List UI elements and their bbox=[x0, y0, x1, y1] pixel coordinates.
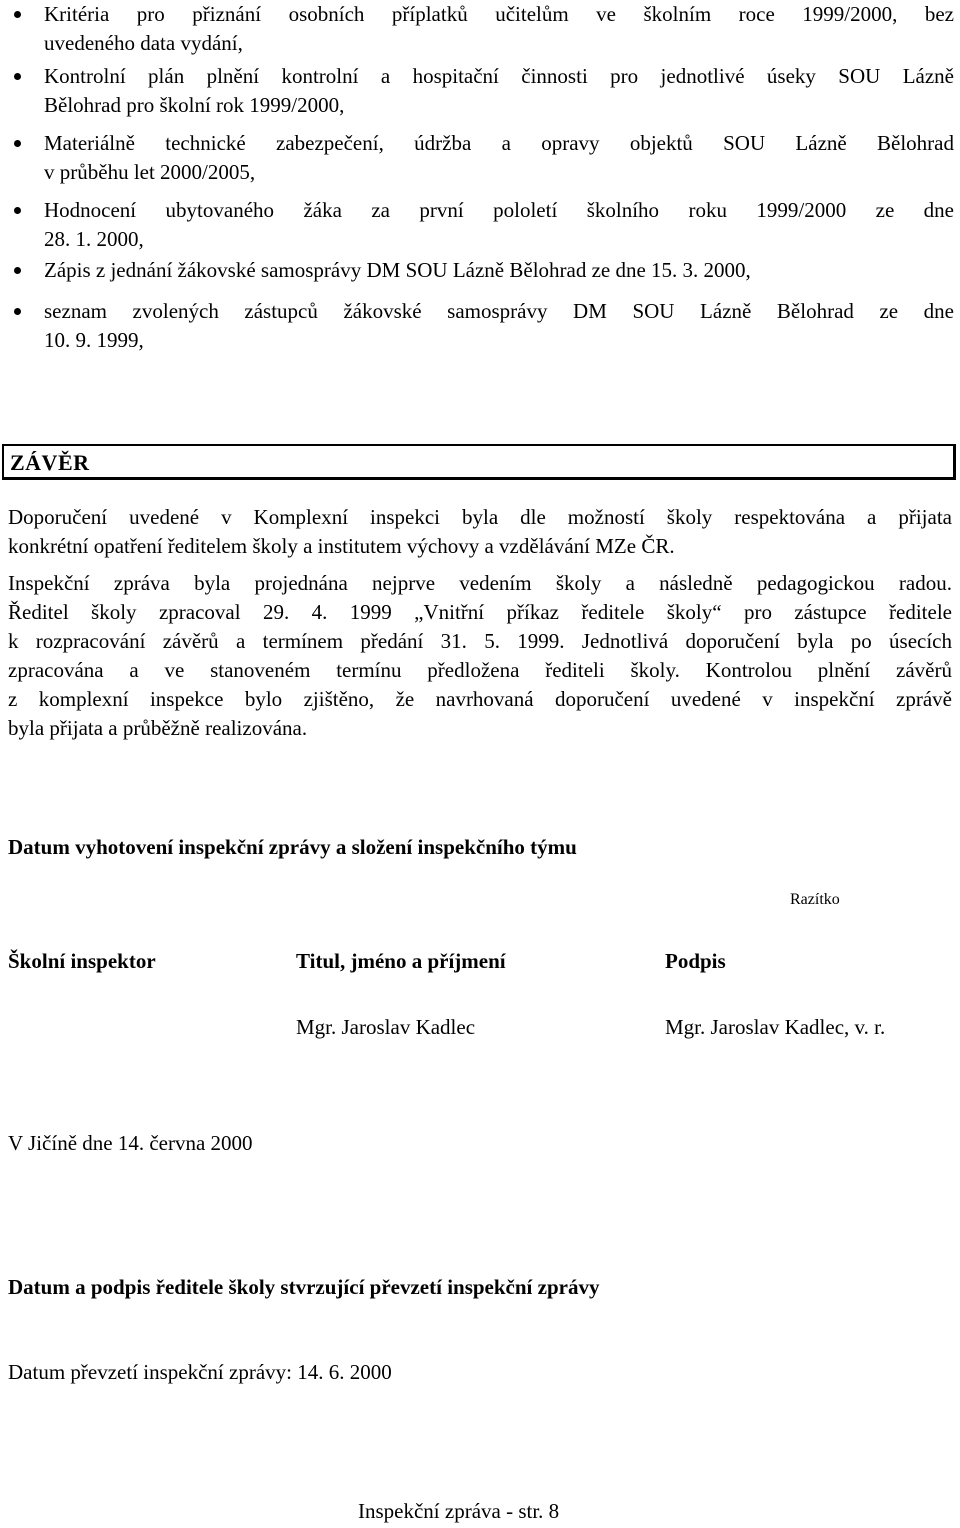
list-item-line: Bělohrad pro školní rok 1999/2000, bbox=[44, 93, 345, 117]
stamp-label: Razítko bbox=[790, 891, 840, 908]
section-heading: ZÁVĚR bbox=[10, 450, 90, 475]
list-item-line: seznam zvolených zástupců žákovské samosprávy DM SOU Lázně Bělohrad ze dne bbox=[44, 299, 954, 323]
list-item-line: Zápis z jednání žákovské samosprávy DM SOU Lázně Bělohrad ze dne 15. 3. 2000, bbox=[44, 258, 751, 282]
place-date: V Jičíně dne 14. června 2000 bbox=[8, 1131, 253, 1155]
list-item-line: Kritéria pro přiznání osobních příplatků učitelům ve školním roce 1999/2000, bez bbox=[44, 2, 954, 26]
paragraph-line: z komplexní inspekce bylo zjištěno, že navrhovaná doporučení uvedené v inspekční zprávě bbox=[8, 687, 952, 711]
table-header-signature: Podpis bbox=[665, 949, 726, 973]
paragraph-line: konkrétní opatření ředitelem školy a institutem výchovy a vzdělávání MZe ČR. bbox=[8, 534, 675, 558]
bullet-icon bbox=[14, 11, 21, 18]
list-item-line: v průběhu let 2000/2005, bbox=[44, 160, 256, 184]
list-item-line: Kontrolní plán plnění kontrolní a hospitační činnosti pro jednotlivé úseky SOU Lázně bbox=[44, 64, 954, 88]
paragraph-report bbox=[8, 569, 952, 743]
paragraph-line: byla přijata a průběžně realizována. bbox=[8, 716, 308, 740]
bullet-icon bbox=[14, 140, 21, 147]
paragraph-line: k rozpracování závěrů a termínem předání 31. 5. 1999. Jednotlivá doporučení byla po úsecích bbox=[8, 629, 952, 653]
list-item-line: Hodnocení ubytovaného žáka za první pololetí školního roku 1999/2000 ze dne bbox=[44, 198, 954, 222]
bullet-icon bbox=[14, 267, 21, 274]
paragraph-line: Ředitel školy zpracoval 29. 4. 1999 „Vnitřní příkaz ředitele školy“ pro zástupce ředitele bbox=[8, 600, 952, 624]
inspector-name: Mgr. Jaroslav Kadlec bbox=[296, 1015, 476, 1039]
inspection-team-heading: Datum vyhotovení inspekční zprávy a složení inspekčního týmu bbox=[8, 835, 577, 859]
page-footer: Inspekční zpráva - str. 8 bbox=[358, 1499, 560, 1523]
paragraph-line: Doporučení uvedené v Komplexní inspekci byla dle možností školy respektována a přijata bbox=[8, 505, 952, 529]
list-item-line: uvedeného data vydání, bbox=[44, 31, 243, 55]
director-heading: Datum a podpis ředitele školy stvrzující převzetí inspekční zprávy bbox=[8, 1275, 600, 1299]
table-header-name: Titul, jméno a příjmení bbox=[296, 949, 506, 973]
list-item-line: 28. 1. 2000, bbox=[44, 227, 144, 251]
table-header-inspector: Školní inspektor bbox=[8, 949, 156, 973]
bullet-icon bbox=[14, 73, 21, 80]
takeover-date: Datum převzetí inspekční zprávy: 14. 6. 2000 bbox=[8, 1360, 392, 1384]
bullet-icon bbox=[14, 308, 21, 315]
inspector-signature: Mgr. Jaroslav Kadlec, v. r. bbox=[665, 1015, 886, 1039]
paragraph-line: Inspekční zpráva byla projednána nejprve vedením školy a následně pedagogickou radou. bbox=[8, 571, 952, 595]
list-item-line: Materiálně technické zabezpečení, údržba a opravy objektů SOU Lázně Bělohrad bbox=[44, 131, 954, 155]
paragraph-recommendations bbox=[8, 503, 952, 561]
bullet-icon bbox=[14, 207, 21, 214]
section-heading-box bbox=[2, 444, 956, 480]
paragraph-line: zpracována a ve stanoveném termínu předložena řediteli školy. Kontrolou plnění závěrů bbox=[8, 658, 952, 682]
list-item-line: 10. 9. 1999, bbox=[44, 328, 144, 352]
